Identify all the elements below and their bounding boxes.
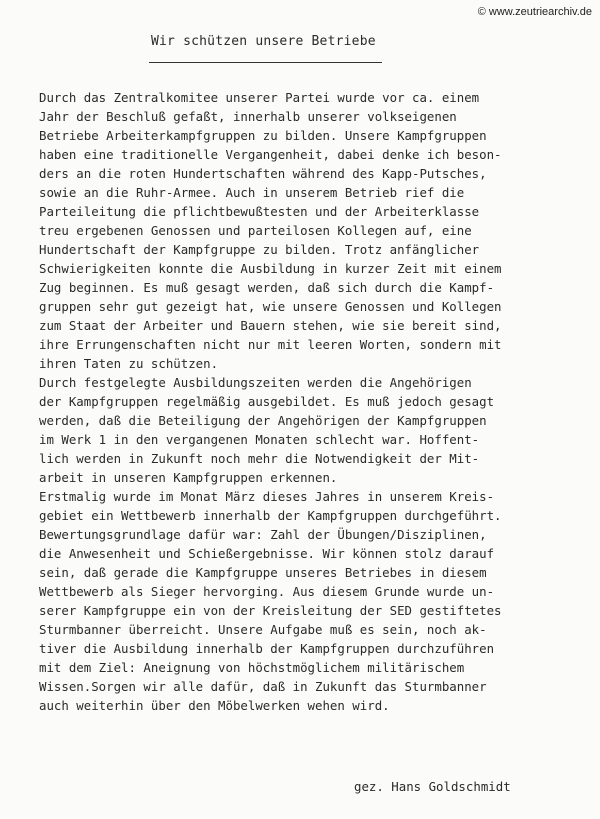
text-line: treu ergebenen Genossen und parteilosen Kollegen auf, eine xyxy=(39,223,472,238)
text-line: Jahr der Beschluß gefaßt, innerhalb unserer volkseigenen xyxy=(39,109,457,124)
document-title: Wir schützen unsere Betriebe xyxy=(151,34,376,49)
text-line: die Anwesenheit und Schießergebnisse. Wir können stolz darauf xyxy=(39,546,495,561)
text-line: lich werden in Zukunft noch mehr die Notwendigkeit der Mit- xyxy=(39,451,480,466)
text-line: sowie an die Ruhr-Armee. Auch in unserem Betrieb rief die xyxy=(39,185,465,200)
text-line: Erstmalig wurde im Monat März dieses Jahres in unserem Kreis- xyxy=(39,489,495,504)
text-line: Wettbewerb als Sieger hervorging. Aus diesem Grunde wurde un- xyxy=(39,584,495,599)
text-line: Wissen.Sorgen wir alle dafür, daß in Zukunft das Sturmbanner xyxy=(39,679,487,694)
text-line: Schwierigkeiten konnte die Ausbildung in kurzer Zeit mit einem xyxy=(39,261,502,276)
text-line: auch weiterhin über den Möbelwerken wehen wird. xyxy=(39,698,390,713)
text-line: Bewertungsgrundlage dafür war: Zahl der Übungen/Disziplinen, xyxy=(39,527,487,542)
text-line: Sturmbanner überreicht. Unsere Aufgabe muß es sein, noch ak- xyxy=(39,622,487,637)
text-line: ders an die roten Hundertschaften während des Kapp-Putsches, xyxy=(39,166,487,181)
text-line: ihren Taten zu schützen. xyxy=(39,356,219,371)
watermark: © www.zeutriearchiv.de xyxy=(477,6,592,18)
text-line: im Werk 1 in den vergangenen Monaten schlecht war. Hoffent- xyxy=(39,432,480,447)
text-line: sein, daß gerade die Kampfgruppe unseres Betriebes in diesem xyxy=(39,565,487,580)
text-line: der Kampfgruppen regelmäßig ausgebildet. Es muß jedoch gesagt xyxy=(39,394,495,409)
text-line: Parteileitung die pflichtbewußtesten und der Arbeiterklasse xyxy=(39,204,480,219)
text-line: tiver die Ausbildung innerhalb der Kampfgruppen durchzuführen xyxy=(39,641,495,656)
text-line: Zug beginnen. Es muß gesagt werden, daß sich durch die Kampf- xyxy=(39,280,495,295)
text-line: Betriebe Arbeiterkampfgruppen zu bilden. Unsere Kampfgruppen xyxy=(39,128,487,143)
signature: gez. Hans Goldschmidt xyxy=(354,779,511,794)
text-line: gruppen sehr gut gezeigt hat, wie unsere Genossen und Kollegen xyxy=(39,299,502,314)
text-line: ihre Errungenschaften nicht nur mit leeren Worten, sondern mit xyxy=(39,337,502,352)
document-body xyxy=(39,88,561,715)
text-line: serer Kampfgruppe ein von der Kreisleitung der SED gestiftetes xyxy=(39,603,502,618)
text-line: gebiet ein Wettbewerb innerhalb der Kampfgruppen durchgeführt. xyxy=(39,508,502,523)
text-line: Durch das Zentralkomitee unserer Partei wurde vor ca. einem xyxy=(39,90,480,105)
title-underline xyxy=(149,62,382,63)
text-line: Durch festgelegte Ausbildungszeiten werden die Angehörigen xyxy=(39,375,472,390)
text-line: haben eine traditionelle Vergangenheit, dabei denke ich beson- xyxy=(39,147,502,162)
text-line: Hundertschaft der Kampfgruppe zu bilden. Trotz anfänglicher xyxy=(39,242,480,257)
text-line: mit dem Ziel: Aneignung von höchstmöglichem militärischem xyxy=(39,660,465,675)
text-line: zum Staat der Arbeiter und Bauern stehen, wie sie bereit sind, xyxy=(39,318,502,333)
text-line: werden, daß die Beteiligung der Angehörigen der Kampfgruppen xyxy=(39,413,487,428)
text-line: arbeit in unseren Kampfgruppen erkennen. xyxy=(39,470,338,485)
